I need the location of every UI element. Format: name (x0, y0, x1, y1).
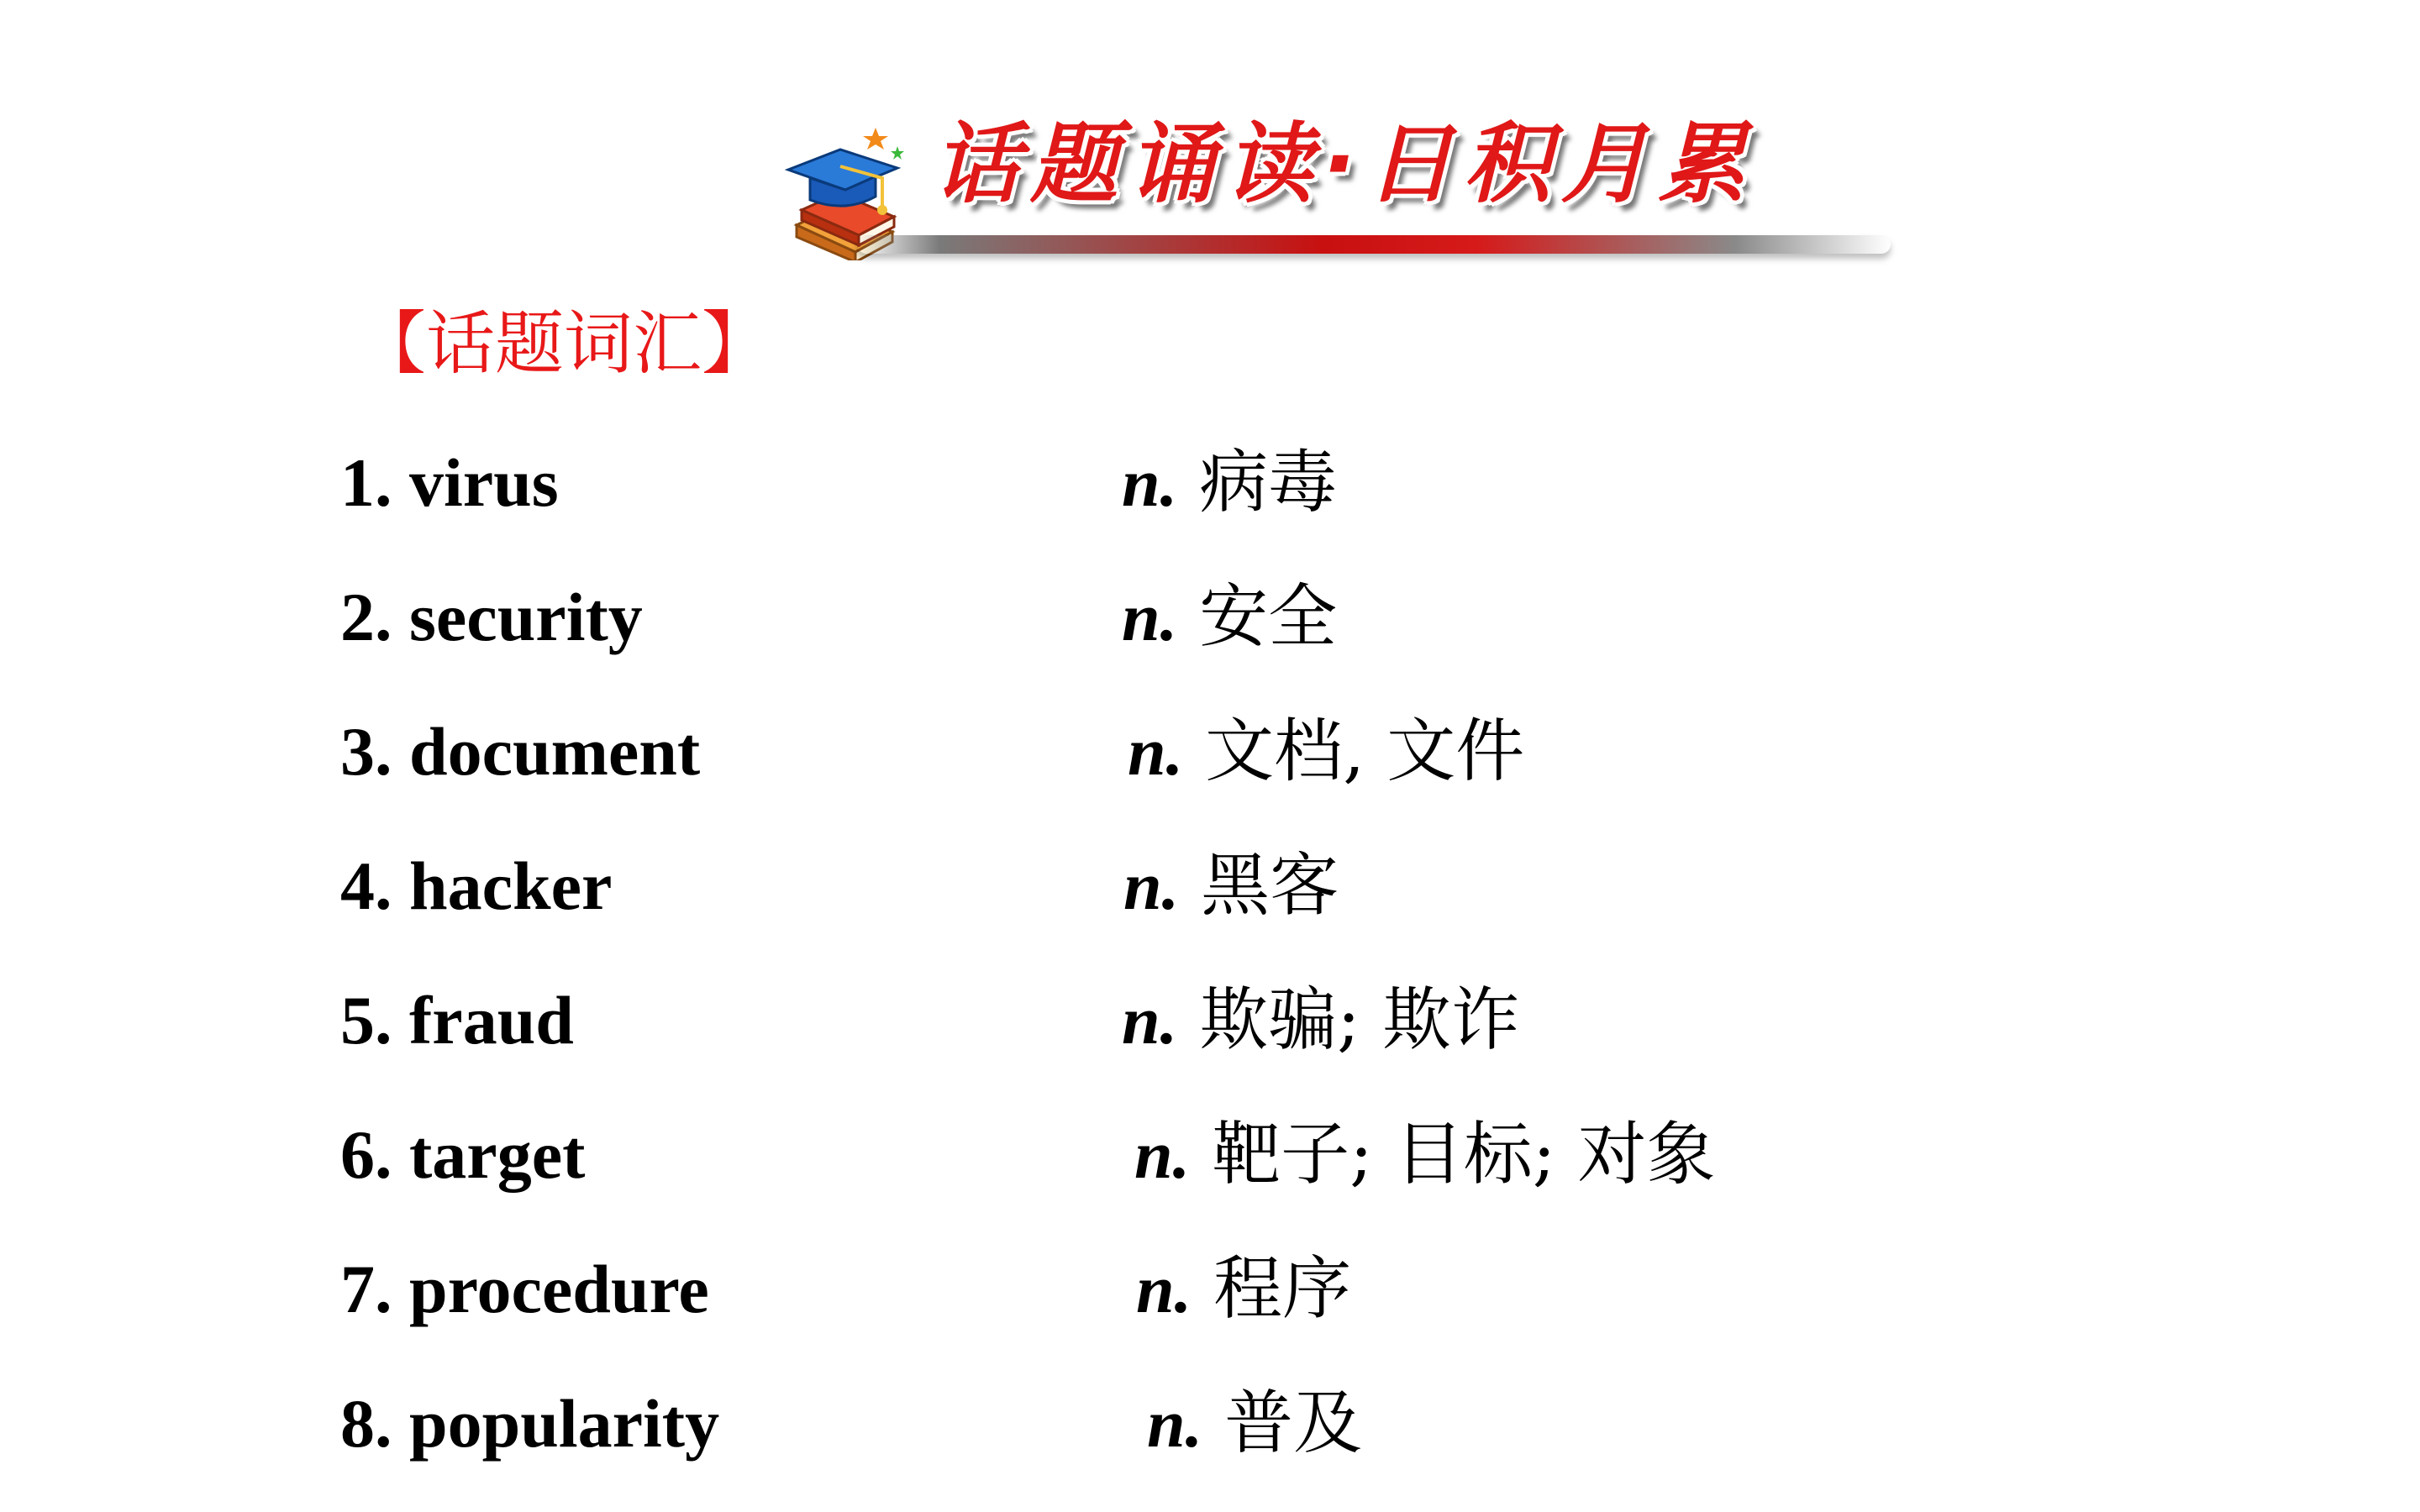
section-label: 【话题词汇】 (357, 304, 771, 384)
vocab-meaning: 文档, 文件 (1205, 711, 1525, 791)
vocab-definition (1122, 970, 1520, 1071)
vocab-definition (1122, 433, 1337, 533)
vocab-definition (1147, 1373, 1362, 1474)
vocab-row (0, 1373, 2420, 1474)
part-of-speech: n. (1122, 444, 1178, 521)
part-of-speech: n. (1134, 1116, 1191, 1193)
part-of-speech: n. (1122, 579, 1178, 655)
vocab-word: 6. target (340, 1116, 586, 1193)
banner-title: 话题诵读·日积月累 (933, 113, 1756, 215)
vocab-word: 8. popularity (340, 1385, 720, 1462)
vocab-definition (1122, 567, 1337, 668)
vocab-definition (1134, 1105, 1716, 1205)
vocab-meaning: 黑客 (1201, 846, 1339, 926)
vocab-meaning: 欺骗; 欺诈 (1199, 980, 1520, 1060)
vocab-word: 5. fraud (340, 982, 574, 1058)
vocab-row (0, 567, 2420, 668)
vocab-meaning: 程序 (1213, 1249, 1352, 1329)
vocab-meaning: 安全 (1199, 577, 1338, 657)
part-of-speech: n. (1128, 713, 1184, 790)
vocab-row (0, 1105, 2420, 1205)
vocab-definition (1136, 1239, 1351, 1340)
vocab-definition (1128, 701, 1524, 802)
vocab-word: 2. security (340, 579, 643, 655)
vocab-row (0, 970, 2420, 1071)
vocab-definition (1123, 836, 1339, 937)
vocab-row (0, 433, 2420, 533)
vocab-word: 4. hacker (340, 848, 613, 924)
part-of-speech: n. (1147, 1385, 1203, 1462)
vocab-word: 1. virus (340, 444, 559, 521)
part-of-speech: n. (1122, 982, 1178, 1058)
part-of-speech: n. (1136, 1251, 1192, 1327)
vocab-meaning: 病毒 (1199, 443, 1338, 522)
vocab-row (0, 1239, 2420, 1340)
vocab-row (0, 836, 2420, 937)
vocab-word: 7. procedure (340, 1251, 709, 1327)
vocab-meaning: 靶子; 目标; 对象 (1212, 1115, 1716, 1194)
vocab-row (0, 701, 2420, 802)
vocab-meaning: 普及 (1224, 1383, 1363, 1463)
vocab-word: 3. document (340, 713, 701, 790)
part-of-speech: n. (1123, 848, 1180, 924)
